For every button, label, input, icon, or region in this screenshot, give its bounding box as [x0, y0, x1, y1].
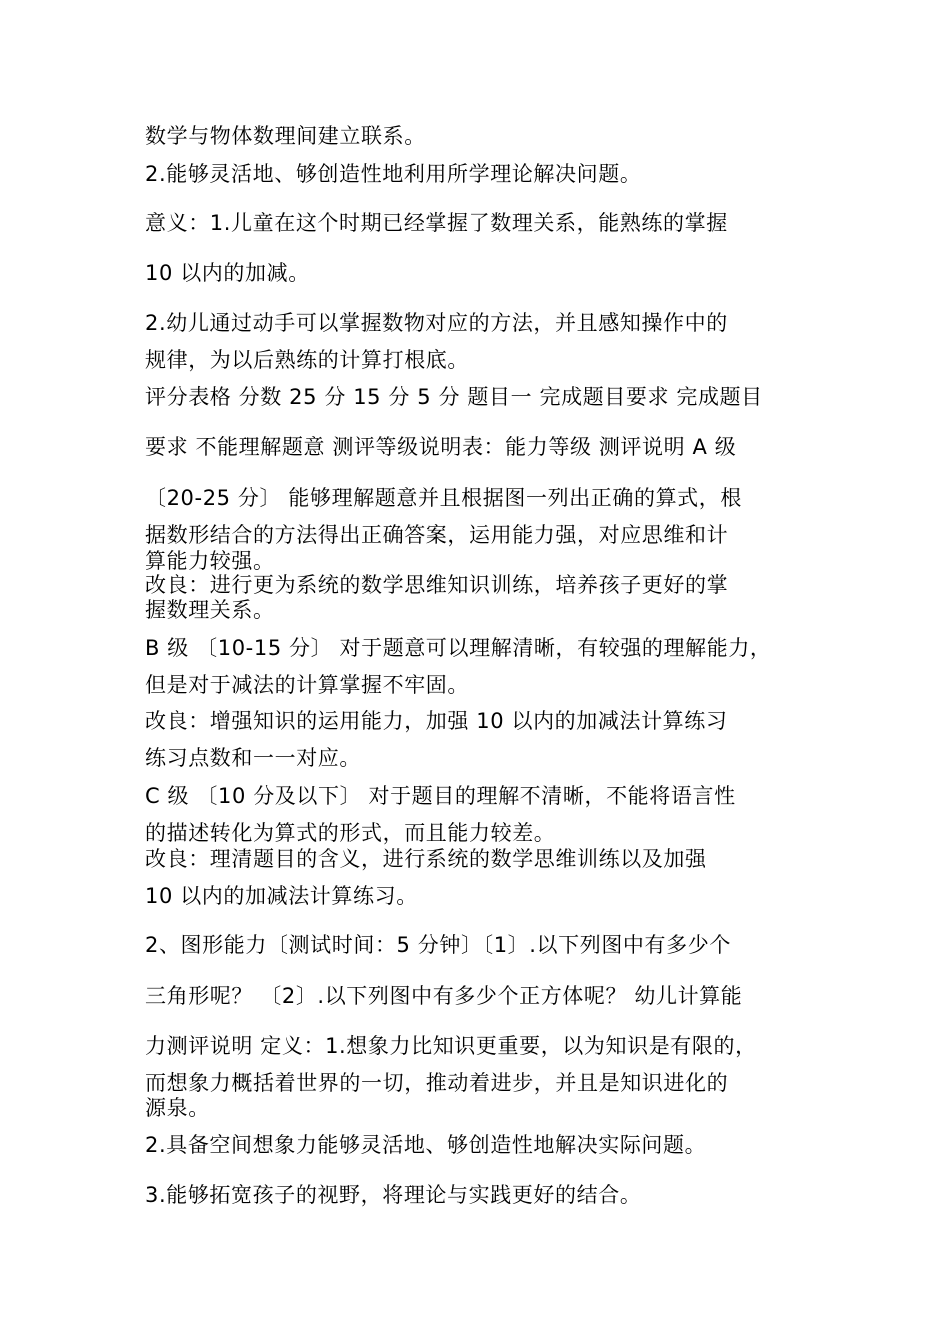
text-line: 练习点数和一一对应。: [145, 746, 361, 770]
text-line: 的描述转化为算式的形式，而且能力较差。: [145, 821, 556, 845]
text-line: 规律，为以后熟练的计算打根底。: [145, 348, 469, 372]
text-line: 力测评说明 定义：1.想象力比知识更重要，以为知识是有限的，: [145, 1034, 757, 1058]
text-line: 意义：1.儿童在这个时期已经掌握了数理关系，能熟练的掌握: [145, 211, 728, 235]
text-line: 握数理关系。: [145, 598, 275, 622]
text-line: 2.幼儿通过动手可以掌握数物对应的方法，并且感知操作中的: [145, 311, 728, 335]
text-line: 据数形结合的方法得出正确答案，运用能力强，对应思维和计: [145, 523, 729, 547]
text-line: 要求 不能理解题意 测评等级说明表：能力等级 测评说明 A 级: [145, 435, 737, 459]
text-line: 10 以内的加减。: [145, 261, 310, 285]
text-line: 2、图形能力〔测试时间：5 分钟〕〔1〕.以下列图中有多少个: [145, 933, 731, 957]
text-line: 算能力较强。: [145, 549, 275, 573]
text-line: 2.能够灵活地、够创造性地利用所学理论解决问题。: [145, 162, 642, 186]
text-line: 而想象力概括着世界的一切，推动着进步，并且是知识进化的: [145, 1071, 729, 1095]
text-line: C 级 〔10 分及以下〕 对于题目的理解不清晰，不能将语言性: [145, 784, 736, 808]
text-line: 三角形呢？ 〔2〕.以下列图中有多少个正方体呢？ 幼儿计算能: [145, 984, 743, 1008]
text-line: 数学与物体数理间建立联系。: [145, 124, 426, 148]
text-line: 2.具备空间想象力能够灵活地、够创造性地解决实际问题。: [145, 1133, 707, 1157]
text-line: 10 以内的加减法计算练习。: [145, 884, 418, 908]
text-line: 3.能够拓宽孩子的视野，将理论与实践更好的结合。: [145, 1183, 642, 1207]
text-line: 源泉。: [145, 1096, 210, 1120]
text-line: 改良：进行更为系统的数学思维知识训练，培养孩子更好的掌: [145, 573, 729, 597]
text-line: 改良：增强知识的运用能力，加强 10 以内的加减法计算练习: [145, 709, 728, 733]
text-line: B 级 〔10-15 分〕 对于题意可以理解清晰，有较强的理解能力，: [145, 636, 772, 660]
text-line: 但是对于减法的计算掌握不牢固。: [145, 673, 469, 697]
text-line: 改良：理清题目的含义，进行系统的数学思维训练以及加强: [145, 847, 707, 871]
text-line: 〔20-25 分〕 能够理解题意并且根据图一列出正确的算式，根: [145, 486, 742, 510]
text-line: 评分表格 分数 25 分 15 分 5 分 题目一 完成题目要求 完成题目: [145, 385, 763, 409]
